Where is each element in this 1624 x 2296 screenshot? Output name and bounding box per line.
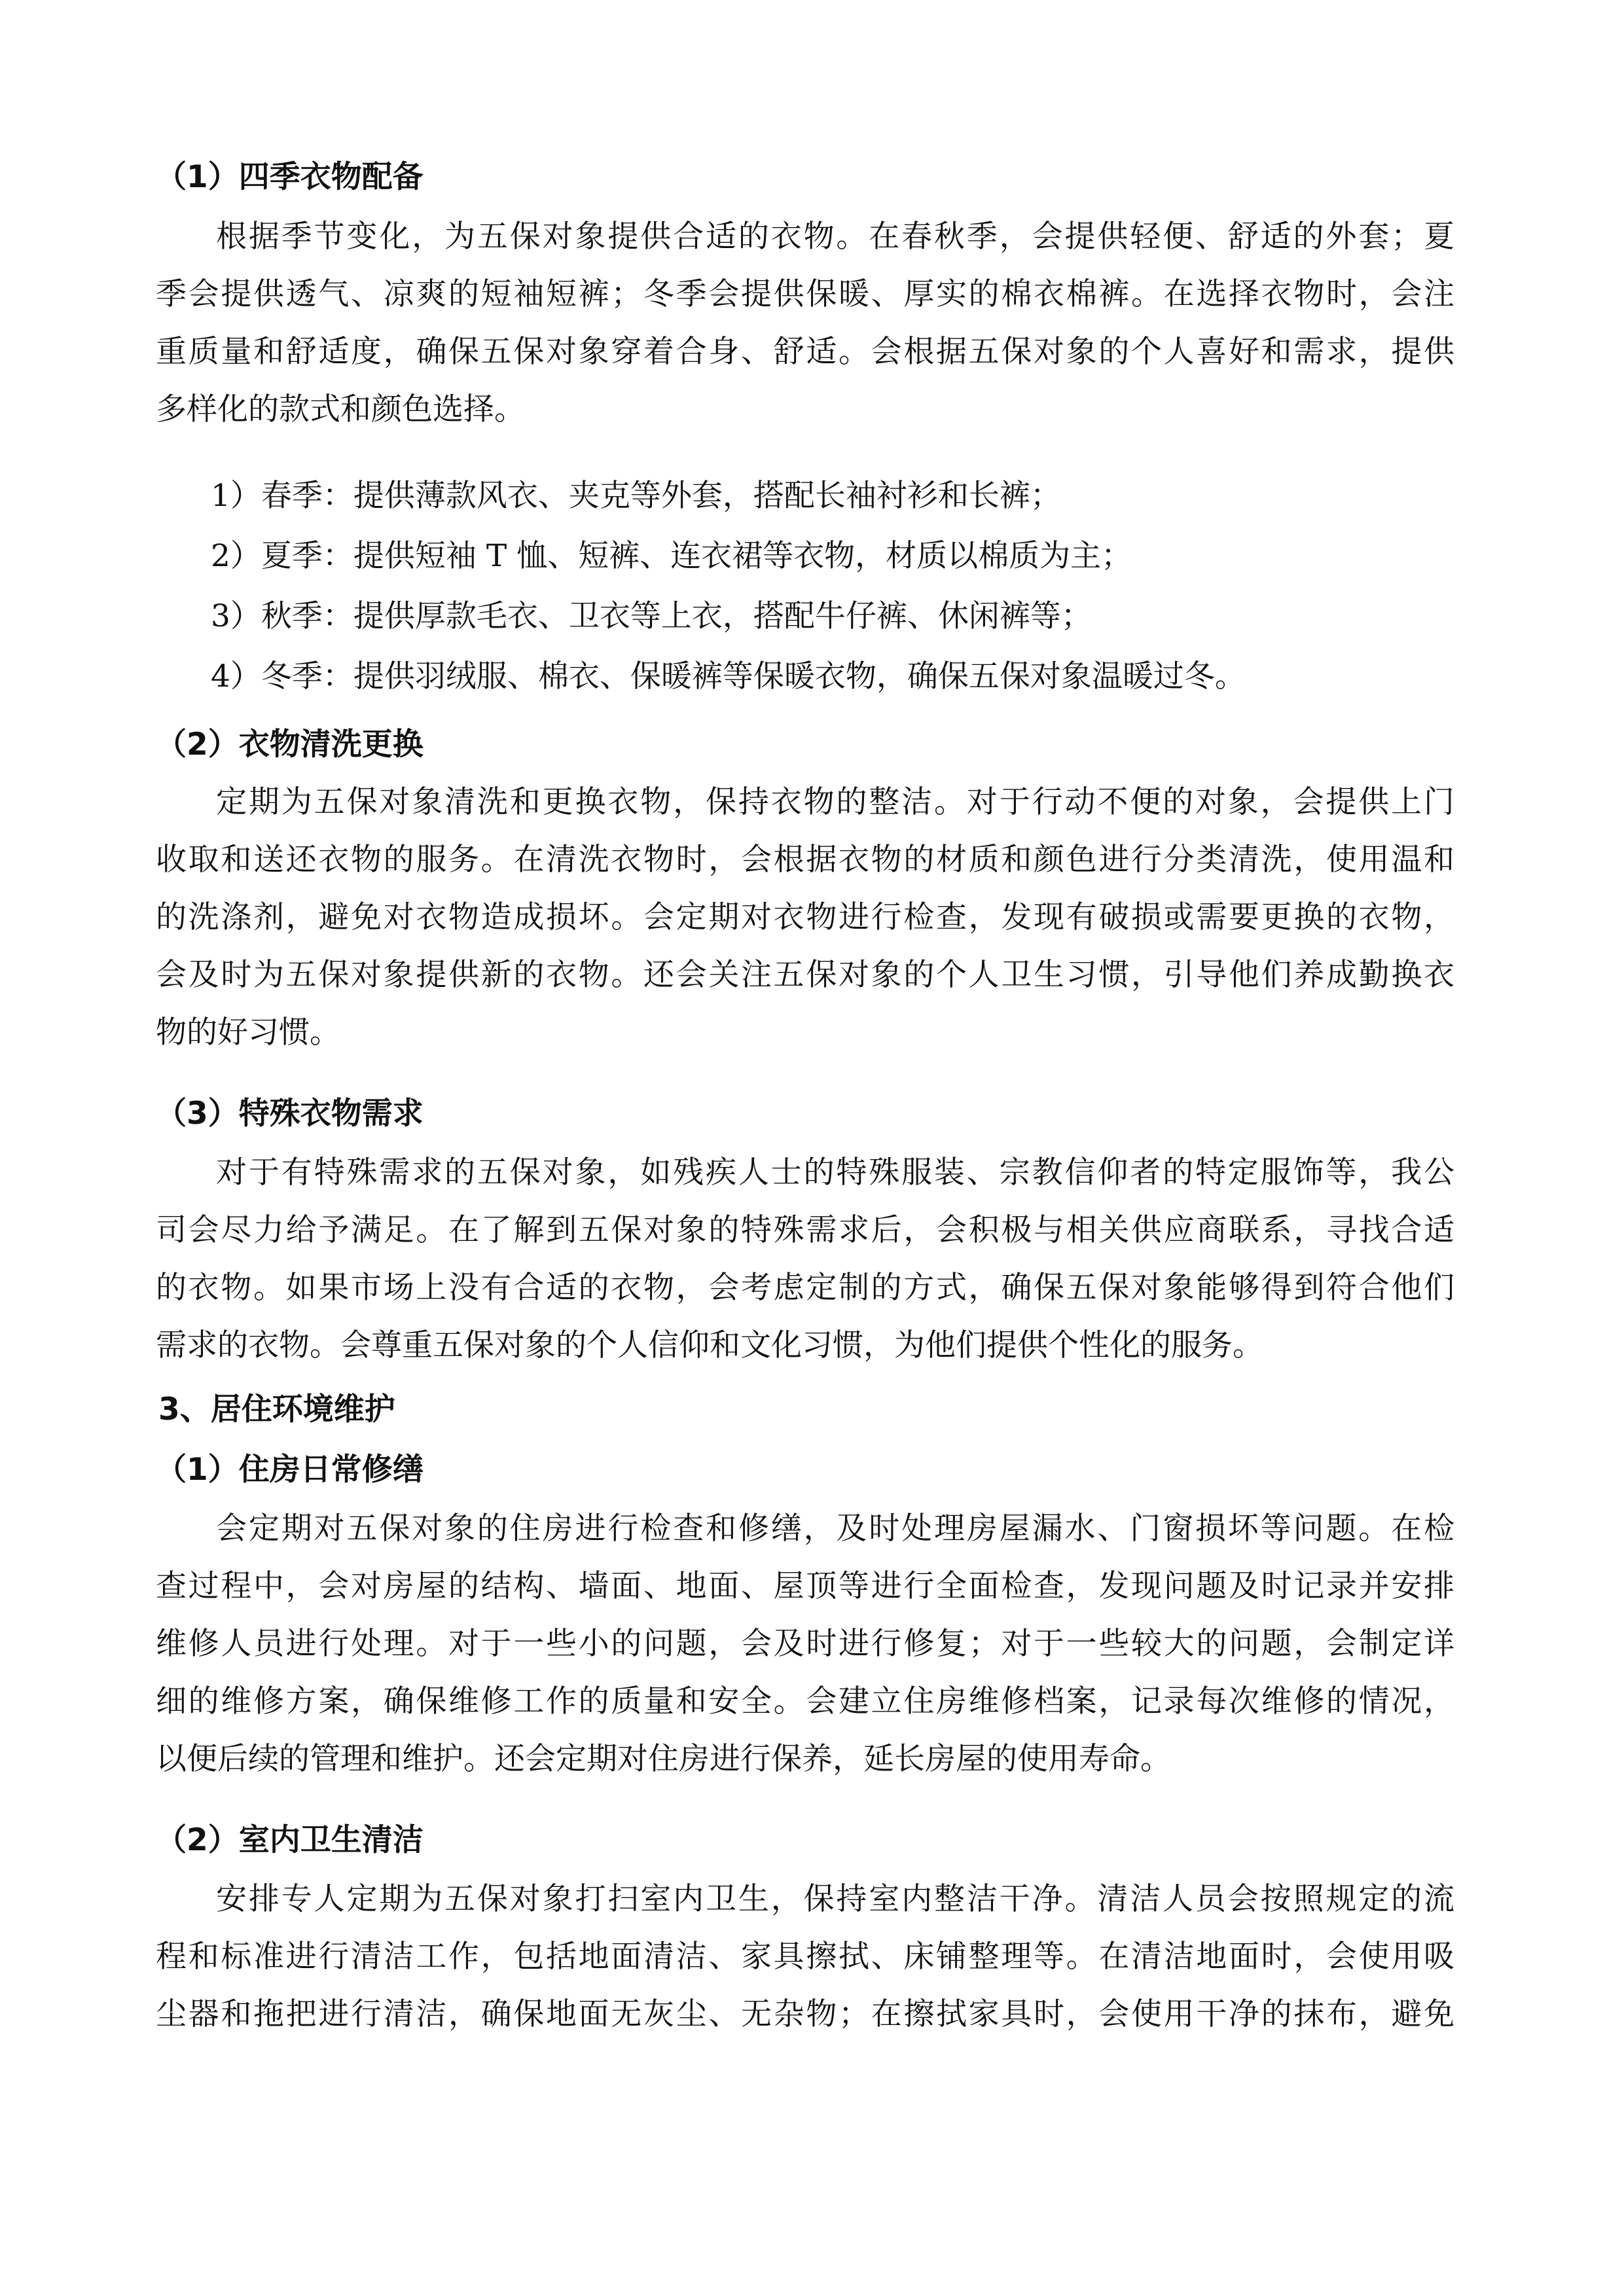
paragraph-line: 安排专人定期为五保对象打扫室内卫生，保持室内整洁干净。清洁人员会按照规定的流 (216, 1881, 1454, 1917)
paragraph-line: 重质量和舒适度，确保五保对象穿着合身、舒适。会根据五保对象的个人喜好和需求，提供 (156, 334, 1454, 370)
paragraph-line: 以便后续的管理和维护。还会定期对住房进行保养，延长房屋的使用寿命。 (156, 1741, 1171, 1777)
list-item-autumn: 3）秋季：提供厚款毛衣、卫衣等上衣，搭配牛仔裤、休闲裤等； (211, 598, 1092, 634)
paragraph-line: 会定期对五保对象的住房进行检查和修缮，及时处理房屋漏水、门窗损坏等问题。在检 (216, 1511, 1454, 1547)
paragraph-line: 查过程中，会对房屋的结构、墙面、地面、屋顶等进行全面检查，发现问题及时记录并安排 (156, 1568, 1454, 1604)
paragraph-line: 司会尽力给予满足。在了解到五保对象的特殊需求后，会积极与相关供应商联系，寻找合适 (156, 1212, 1454, 1248)
paragraph-line: 需求的衣物。会尊重五保对象的个人信仰和文化习惯，为他们提供个性化的服务。 (156, 1327, 1263, 1363)
paragraph-line: 细的维修方案，确保维修工作的质量和安全。会建立住房维修档案，记录每次维修的情况， (156, 1683, 1454, 1719)
paragraph-line: 多样化的款式和颜色选择。 (156, 391, 525, 427)
heading-clothing-seasons: （1）四季衣物配备 (156, 159, 424, 195)
heading-clothing-special: （3）特殊衣物需求 (156, 1096, 424, 1132)
heading-housing-repair: （1）住房日常修缮 (156, 1452, 424, 1488)
paragraph-line: 的衣物。如果市场上没有合适的衣物，会考虑定制的方式，确保五保对象能够得到符合他们 (156, 1270, 1454, 1306)
list-item-spring: 1）春季：提供薄款风衣、夹克等外套，搭配长袖衬衫和长裤； (211, 478, 1061, 514)
list-item-summer: 2）夏季：提供短袖 T 恤、短裤、连衣裙等衣物，材质以棉质为主； (211, 538, 1132, 574)
paragraph-line: 收取和送还衣物的服务。在清洗衣物时，会根据衣物的材质和颜色进行分类清洗，使用温和 (156, 842, 1454, 878)
heading-indoor-cleaning: （2）室内卫生清洁 (156, 1822, 424, 1858)
paragraph-line: 尘器和拖把进行清洁，确保地面无灰尘、无杂物；在擦拭家具时，会使用干净的抹布，避免 (156, 1996, 1454, 2032)
paragraph-line: 程和标准进行清洁工作，包括地面清洁、家具擦拭、床铺整理等。在清洁地面时，会使用吸 (156, 1939, 1454, 1975)
heading-living-environment: 3、居住环境维护 (158, 1391, 395, 1427)
paragraph-line: 季会提供透气、凉爽的短袖短裤；冬季会提供保暖、厚实的棉衣棉裤。在选择衣物时，会注 (156, 276, 1454, 312)
paragraph-line: 定期为五保对象清洗和更换衣物，保持衣物的整洁。对于行动不便的对象，会提供上门 (216, 784, 1454, 820)
paragraph-line: 根据季节变化，为五保对象提供合适的衣物。在春秋季，会提供轻便、舒适的外套；夏 (216, 219, 1454, 255)
paragraph-line: 维修人员进行处理。对于一些小的问题，会及时进行修复；对于一些较大的问题，会制定详 (156, 1626, 1454, 1662)
paragraph-line: 会及时为五保对象提供新的衣物。还会关注五保对象的个人卫生习惯，引导他们养成勤换衣 (156, 957, 1454, 993)
paragraph-line: 的洗涤剂，避免对衣物造成损坏。会定期对衣物进行检查，发现有破损或需要更换的衣物， (156, 899, 1454, 935)
heading-clothing-cleaning: （2）衣物清洗更换 (156, 726, 424, 762)
list-item-winter: 4）冬季：提供羽绒服、棉衣、保暖裤等保暖衣物，确保五保对象温暖过冬。 (211, 658, 1246, 694)
paragraph-line: 对于有特殊需求的五保对象，如残疾人士的特殊服装、宗教信仰者的特定服饰等，我公 (216, 1155, 1454, 1191)
paragraph-line: 物的好习惯。 (156, 1014, 340, 1050)
